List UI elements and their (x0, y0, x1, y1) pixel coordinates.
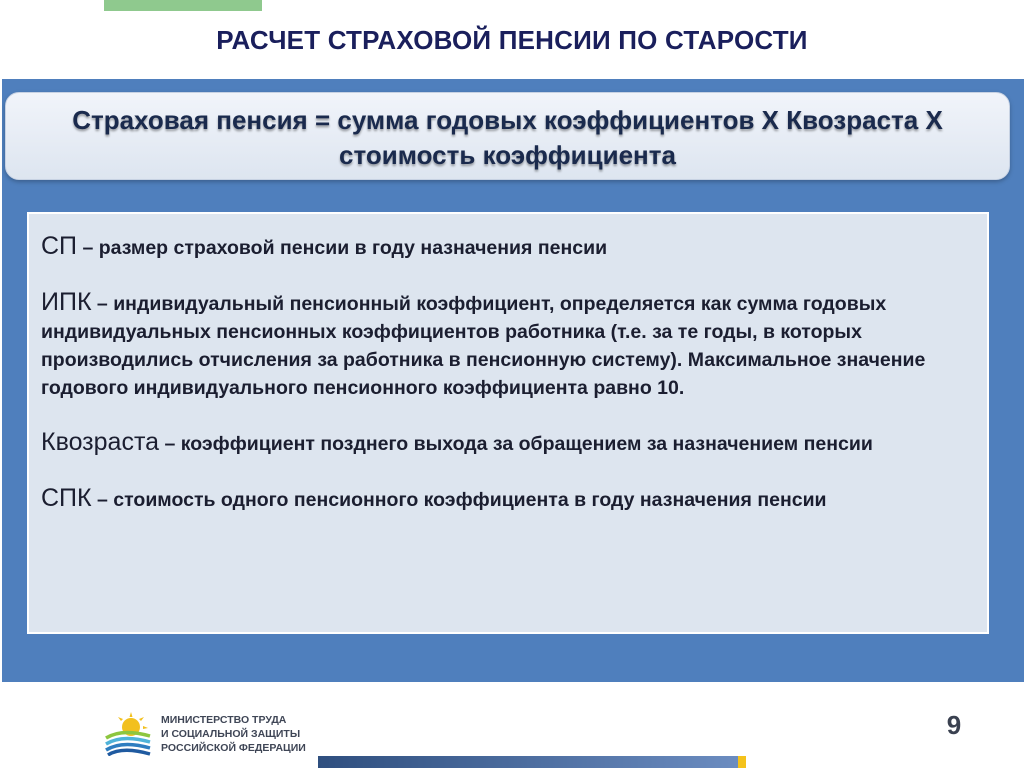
ministry-sun-waves-icon (104, 708, 152, 756)
definition-text: – индивидуальный пенсионный коэффициент, определяется как сумма годовых индивидуальных пенсионных коэффициентов работника (т.е. за те годы, в которых производились отчисления за работника в пенсионную систему). Максимальное значение годового индивидуального пенсионного коэффициента равно 10. (41, 293, 926, 399)
page-number: 9 (946, 710, 962, 740)
definition-ipk (41, 288, 973, 402)
definition-sp (41, 232, 973, 262)
bottom-bar (318, 756, 738, 768)
formula-text: Страховая пенсия = сумма годовых коэффициентов Х Квозраста Х стоимость коэффициента (72, 105, 943, 170)
definition-text: – коэффициент позднего выхода за обращением за назначением пенсии (159, 433, 873, 455)
definition-term: СП (41, 232, 78, 260)
ministry-name: МИНИСТЕРСТВО ТРУДА И СОЦИАЛЬНОЙ ЗАЩИТЫ РОССИЙСКОЙ ФЕДЕРАЦИИ (161, 714, 306, 754)
formula-box (5, 92, 1010, 180)
definition-spk (41, 484, 973, 514)
bottom-bar-accent (738, 756, 746, 768)
definition-term: ИПК (41, 288, 92, 316)
definition-term: Квозраста (41, 428, 160, 456)
definition-kvozrasta (41, 428, 973, 458)
definition-text: – стоимость одного пенсионного коэффициента в году назначения пенсии (91, 489, 827, 511)
definition-text: – размер страховой пенсии в году назначения пенсии (77, 237, 608, 259)
slide-title: РАСЧЕТ СТРАХОВОЙ ПЕНСИИ ПО СТАРОСТИ (216, 25, 808, 55)
definitions-box (27, 212, 989, 634)
top-accent-bar (104, 0, 262, 11)
definition-term: СПК (41, 484, 92, 512)
